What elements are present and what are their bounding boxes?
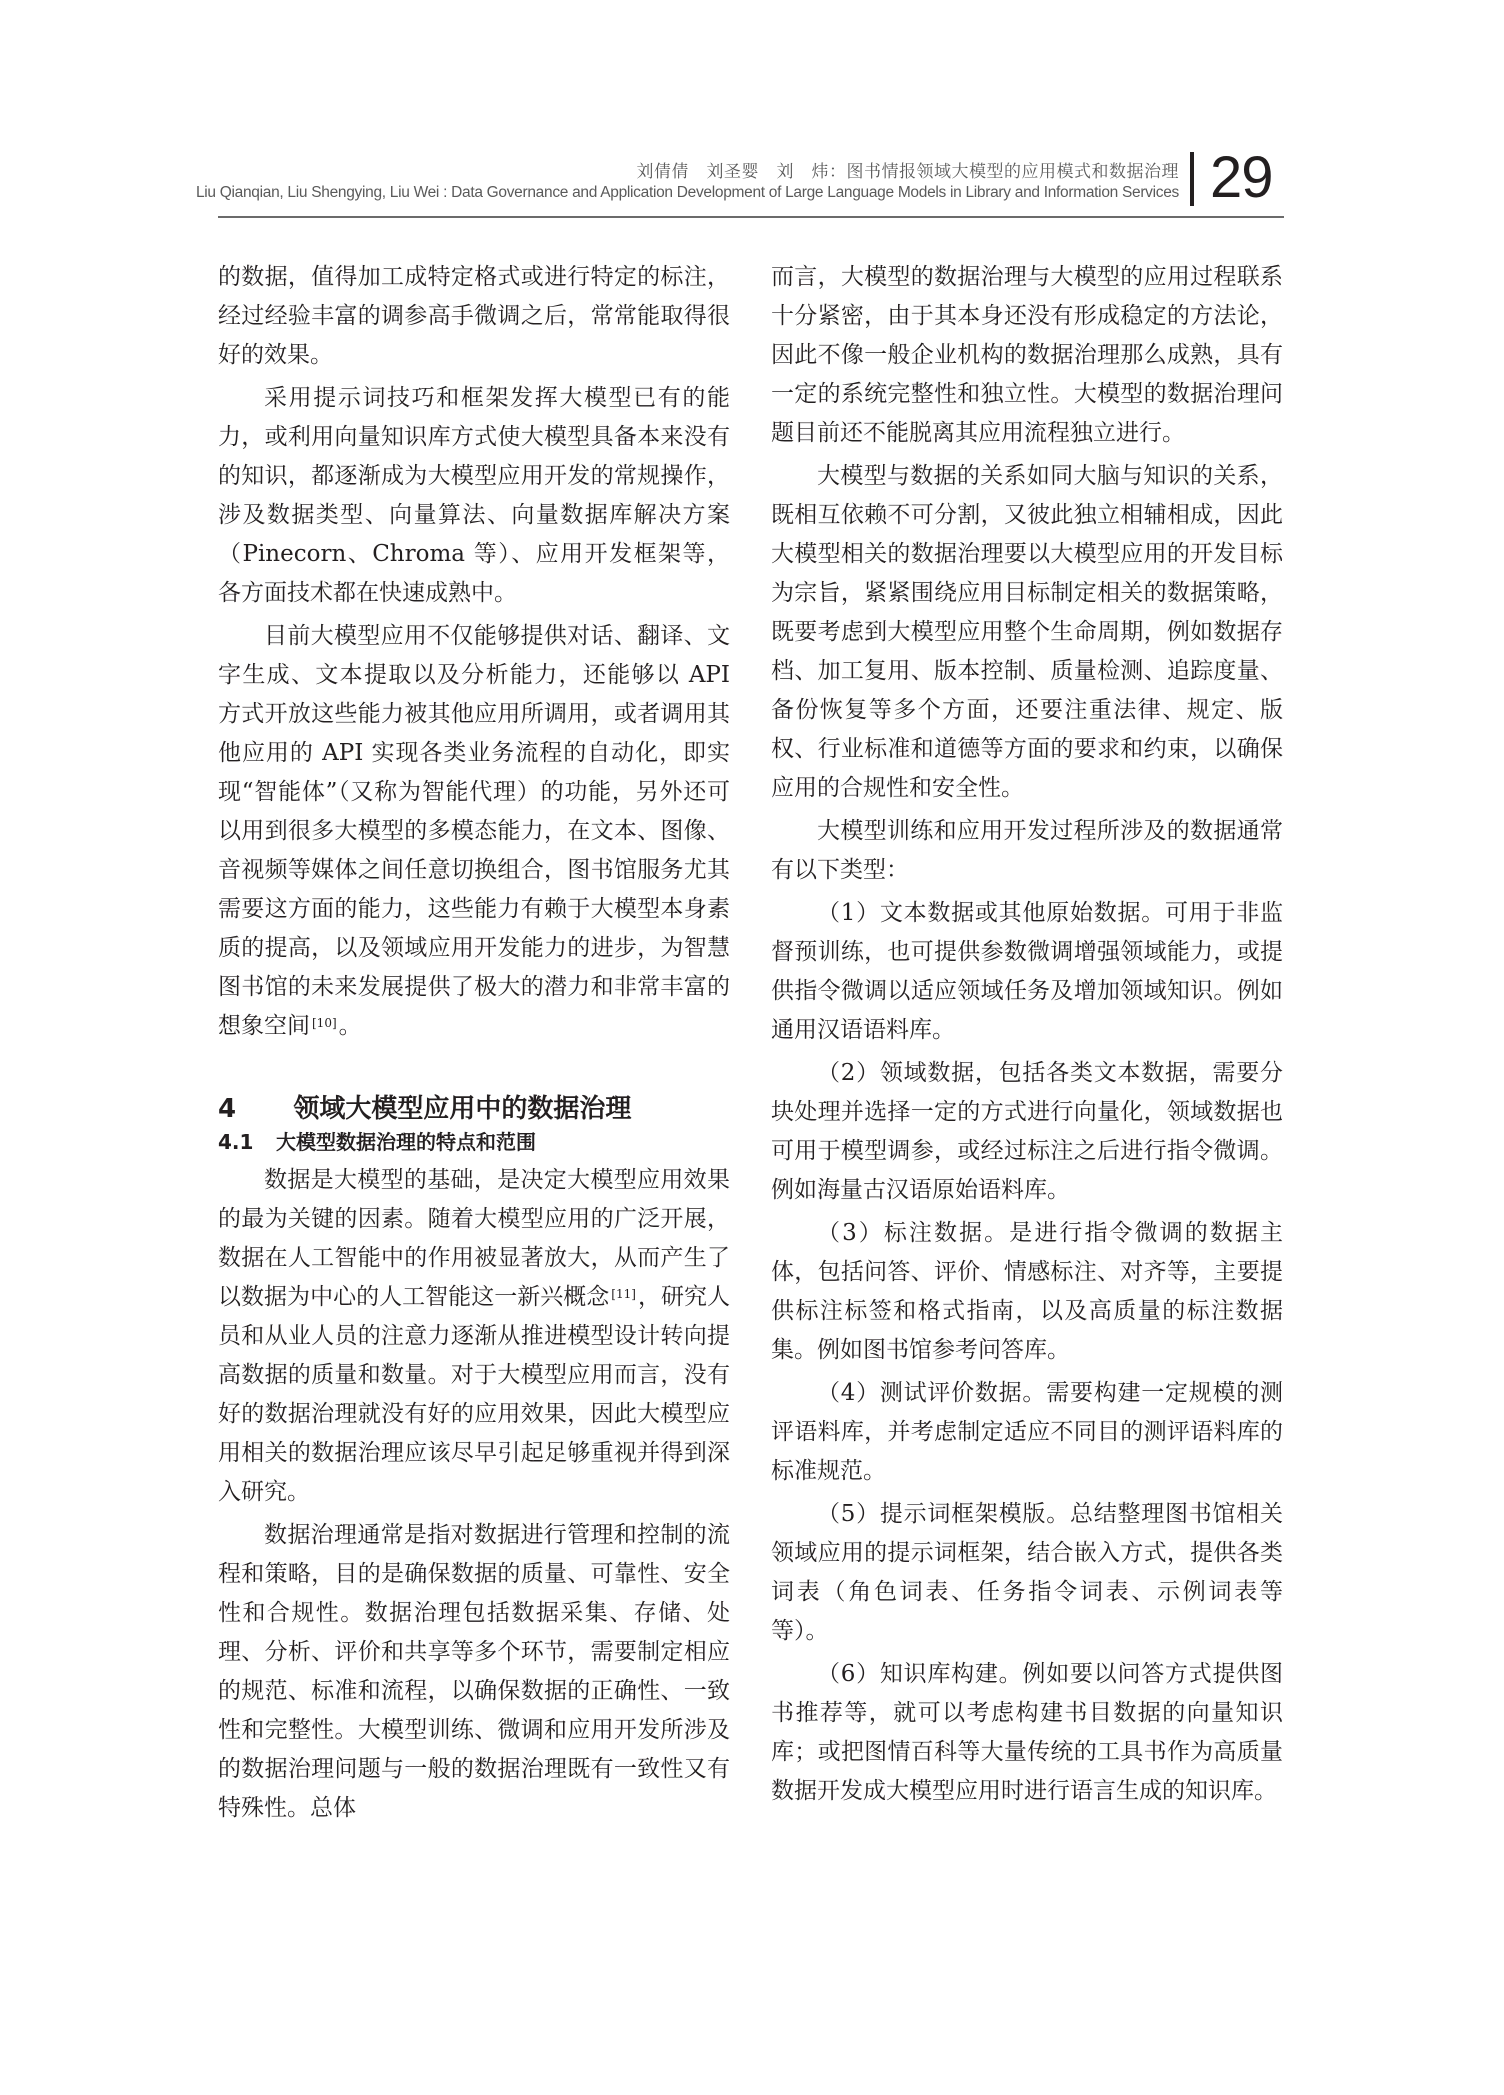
paragraph: 的数据，值得加工成特定格式或进行特定的标注，经过经验丰富的调参高手微调之后，常常能取得很好的效果。 <box>218 264 730 368</box>
subsection-title: 大模型数据治理的特点和范围 <box>276 1130 536 1154</box>
running-header-chinese: 刘倩倩 刘圣婴 刘 炜：图书情报领域大模型的应用模式和数据治理 <box>636 162 1179 182</box>
left-column <box>218 258 730 1832</box>
list-item: （2）领域数据，包括各类文本数据，需要分块处理并选择一定的方式进行向量化，领域数据也可用于模型调参，或经过标注之后进行指令微调。例如海量古汉语原始语料库。 <box>771 1060 1283 1203</box>
paragraph <box>218 617 730 1046</box>
paragraph: 大模型与数据的关系如同大脑与知识的关系，既相互依赖不可分割，又彼此独立相辅相成，因此大模型相关的数据治理要以大模型应用的开发目标为宗旨，紧紧围绕应用目标制定相关的数据策略，既要考虑到大模型应用整个生命周期，例如数据存档、加工复用、版本控制、质量检测、追踪度量、备份恢复等多个方面，还要注重法律、规定、版权、行业标准和道德等方面的要求和约束，以确保应用的合规性和安全性。 <box>771 463 1283 801</box>
running-header-english: Liu Qianqian, Liu Shengying, Liu Wei : Data Governance and Application Development of Large Language Models in Library and Information Services <box>195 184 1179 201</box>
header-rule <box>218 216 1284 218</box>
section-number: 4 <box>218 1094 237 1124</box>
list-item: （1）文本数据或其他原始数据。可用于非监督预训练，也可提供参数微调增强领域能力，或提供指令微调以适应领域任务及增加领域知识。例如通用汉语语料库。 <box>771 900 1283 1043</box>
list-item: （4）测试评价数据。需要构建一定规模的测评语料库，并考虑制定适应不同目的测评语料库的标准规范。 <box>771 1380 1283 1484</box>
citation-ref: [11] <box>611 1287 636 1301</box>
paragraph: 采用提示词技巧和框架发挥大模型已有的能力，或利用向量知识库方式使大模型具备本来没有的知识，都逐渐成为大模型应用开发的常规操作，涉及数据类型、向量算法、向量数据库解决方案（Pinecorn、Chroma 等）、应用开发框架等，各方面技术都在快速成熟中。 <box>218 385 730 606</box>
right-column <box>771 258 1283 1815</box>
paragraph: 大模型训练和应用开发过程所涉及的数据通常有以下类型： <box>771 818 1283 883</box>
header-divider <box>1190 152 1194 206</box>
paragraph-end: 。 <box>338 1013 362 1039</box>
paragraph: 而言，大模型的数据治理与大模型的应用过程联系十分紧密，由于其本身还没有形成稳定的方法论，因此不像一般企业机构的数据治理那么成熟，具有一定的系统完整性和独立性。大模型的数据治理问题目前还不能脱离其应用流程独立进行。 <box>771 264 1283 446</box>
paragraph-text: 数据是大模型的基础，是决定大模型应用效果的最为关键的因素。随着大模型应用的广泛开展，数据在人工智能中的作用被显著放大，从而产生了以数据为中心的人工智能这一新兴概念 <box>218 1167 730 1310</box>
paragraph-text: 目前大模型应用不仅能够提供对话、翻译、文字生成、文本提取以及分析能力，还能够以 API 方式开放这些能力被其他应用所调用，或者调用其他应用的 API 实现各类业务流程的自动化，即实现“智能体”（又称为智能代理）的功能，另外还可以用到很多大模型的多模态能力，在文本、图像、音视频等媒体之间任意切换组合，图书馆服务尤其需要这方面的能力，这些能力有赖于大模型本身素质的提高，以及领域应用开发能力的进步，为智慧图书馆的未来发展提供了极大的潜力和非常丰富的想象空间 <box>218 623 730 1039</box>
subsection-heading <box>218 1127 730 1157</box>
list-item: （6）知识库构建。例如要以问答方式提供图书推荐等，就可以考虑构建书目数据的向量知识库；或把图情百科等大量传统的工具书作为高质量数据开发成大模型应用时进行语言生成的知识库。 <box>771 1661 1283 1804</box>
list-item: （5）提示词框架模版。总结整理图书馆相关领域应用的提示词框架，结合嵌入方式，提供各类词表（角色词表、任务指令词表、示例词表等等）。 <box>771 1501 1283 1644</box>
list-item: （3）标注数据。是进行指令微调的数据主体，包括问答、评价、情感标注、对齐等，主要提供标注标签和格式指南，以及高质量的标注数据集。例如图书馆参考问答库。 <box>771 1220 1283 1363</box>
paragraph-text: ，研究人员和从业人员的注意力逐渐从推进模型设计转向提高数据的质量和数量。对于大模型应用而言，没有好的数据治理就没有好的应用效果，因此大模型应用相关的数据治理应该尽早引起足够重视并得到深入研究。 <box>218 1284 731 1505</box>
citation-ref: [10] <box>312 1016 337 1030</box>
subsection-number: 4.1 <box>218 1130 254 1154</box>
section-heading <box>218 1091 730 1127</box>
section-title: 领域大模型应用中的数据治理 <box>293 1094 632 1124</box>
paragraph: 数据治理通常是指对数据进行管理和控制的流程和策略，目的是确保数据的质量、可靠性、安全性和合规性。数据治理包括数据采集、存储、处理、分析、评价和共享等多个环节，需要制定相应的规范、标准和流程，以确保数据的正确性、一致性和完整性。大模型训练、微调和应用开发所涉及的数据治理问题与一般的数据治理既有一致性又有特殊性。总体 <box>218 1522 730 1821</box>
page-number: 29 <box>1210 145 1273 210</box>
paragraph <box>218 1161 730 1512</box>
